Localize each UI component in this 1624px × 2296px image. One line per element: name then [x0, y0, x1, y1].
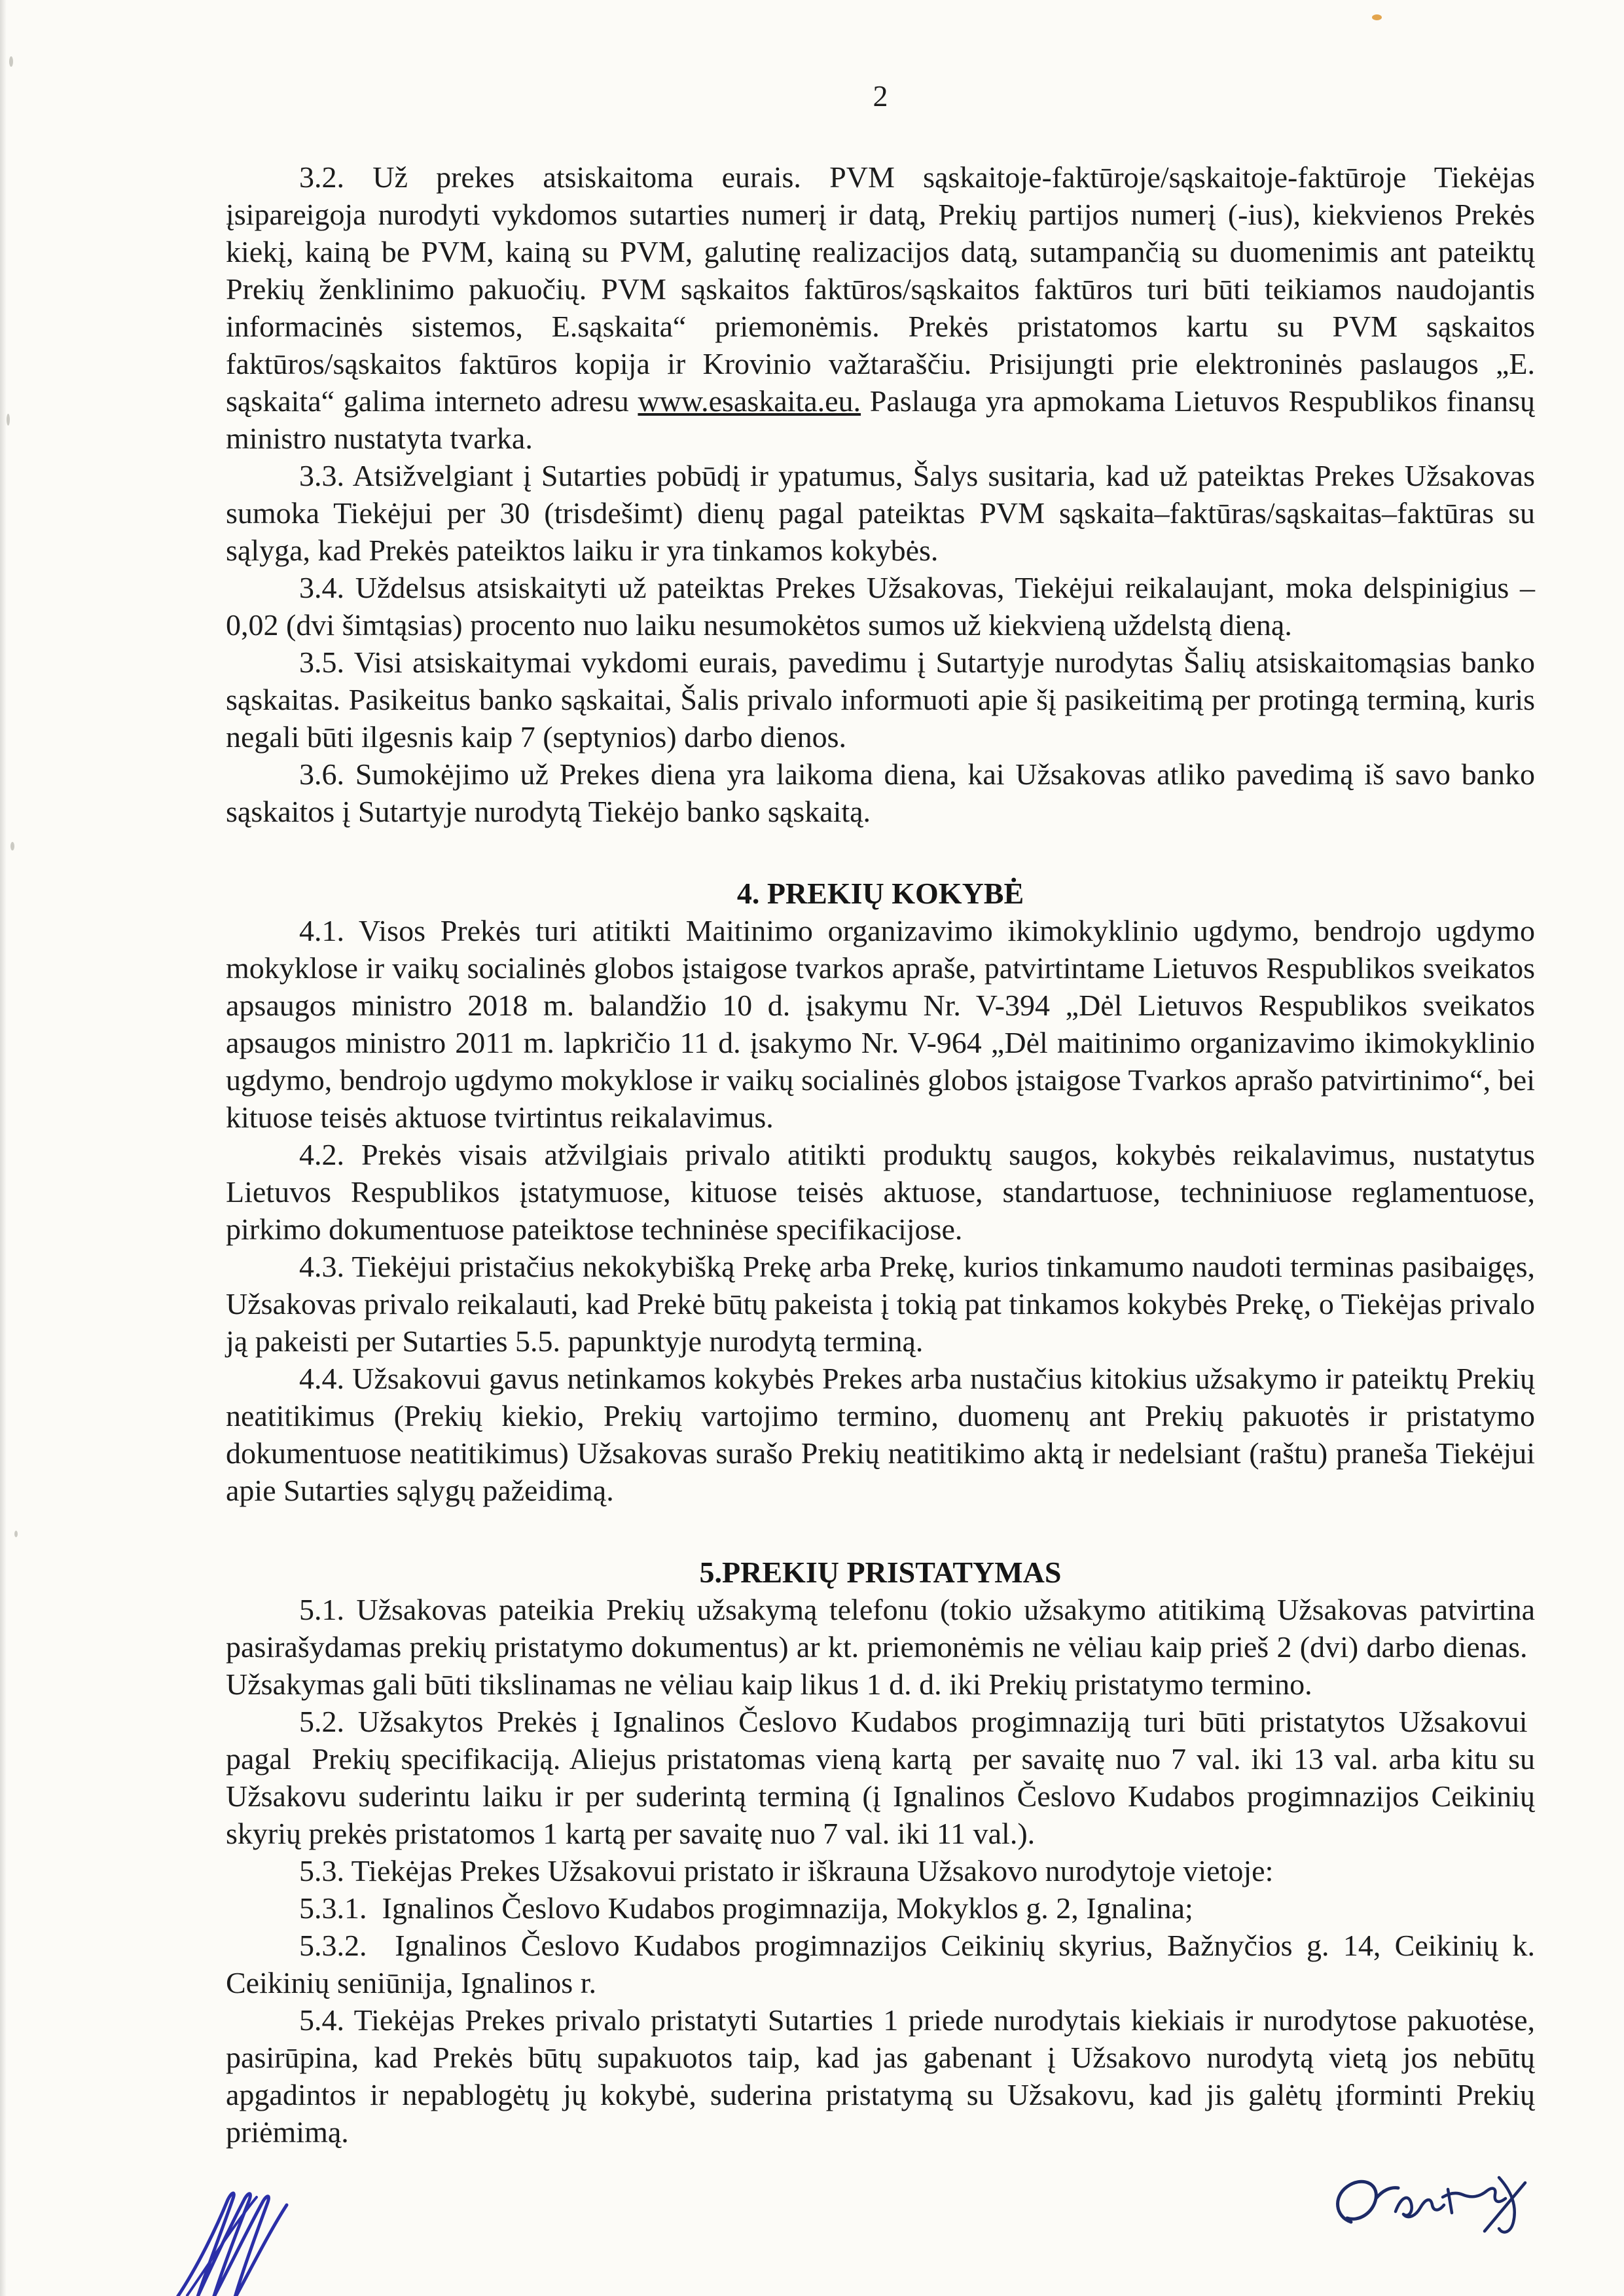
signature-right: [1327, 2171, 1543, 2243]
page-number: 2: [873, 79, 888, 113]
paragraph-5-3-1: 5.3.1. Ignalinos Česlovo Kudabos progimnazija, Mokyklos g. 2, Ignalina;: [299, 1891, 1193, 1925]
signature-left-stroke: [177, 2193, 287, 2296]
paragraph-4-3: 4.3. Tiekėjui pristačius nekokybišką Prekę arba Prekę, kurios tinkamumo naudoti terminas pasibaigęs, Užsakovas privalo reikalauti, kad Prekė būtų pakeista į tokią pat tinkamos kokybės Prekę, o Tiekėjas privalo ją pakeisti per Sutarties 5.5. papunktyje nurodytą terminą.: [226, 1250, 1535, 1358]
scan-speck: [7, 414, 10, 426]
paragraph-4-4: 4.4. Užsakovui gavus netinkamos kokybės Prekes arba nustačius kitokius užsakymo ir pateiktų Prekių neatitikimus (Prekių kiekio, Prekių vartojimo termino, duomenų ant Prekių pakuotės ir pristatymo dokumentuose neatitikimus) Užsakovas surašo Prekių neatitikimo aktą ir nedelsiant (raštu) praneša Tiekėjui apie Sutarties sąlygų pažeidimą.: [226, 1362, 1535, 1507]
paragraph-5-3: 5.3. Tiekėjas Prekes Užsakovui pristato ir iškrauna Užsakovo nurodytoje vietoje:: [299, 1854, 1274, 1887]
section-heading-delivery: 5.PREKIŲ PRISTATYMAS: [699, 1556, 1062, 1589]
scan-speck: [14, 1531, 18, 1537]
paragraph-5-1: 5.1. Užsakovas pateikia Prekių užsakymą telefonu (tokio užsakymo atitikimą Užsakovas patvirtina pasirašydamas prekių pristatymo dokumentus) ar kt. priemonėmis ne vėliau kaip prieš 2 (dvi) darbo dienas. Užsakymas gali būti tikslinamas ne vėliau kaip likus 1 d. d. iki Prekių pristatymo termino.: [226, 1593, 1535, 1701]
scan-edge-shadow: [0, 0, 7, 2296]
paragraph-4-1: 4.1. Visos Prekės turi atitikti Maitinimo organizavimo ikimokyklinio ugdymo, bendrojo ugdymo mokyklose ir vaikų socialinės globos įstaigose tvarkos apraše, patvirtintame Lietuvos Respublikos sveikatos apsaugos ministro 2018 m. balandžio 10 d. įsakymu Nr. V-394 „Dėl Lietuvos Respublikos sveikatos apsaugos ministro 2011 m. lapkričio 11 d. įsakymo Nr. V-964 „Dėl maitinimo organizavimo ikimokyklinio ugdymo, bendrojo ugdymo mokyklose ir vaikų socialinės globos įstaigose Tvarkos aprašo patvirtinimo“, bei kituose teisės aktuose tvirtintus reikalavimus.: [226, 914, 1535, 1134]
paragraph-3-4: 3.4. Uždelsus atsiskaityti už pateiktas Prekes Užsakovas, Tiekėjui reikalaujant, moka delspinigius – 0,02 (dvi šimtąsias) procento nuo laiku nesumokėtos sumos už kiekvieną uždelstą dieną.: [226, 571, 1535, 642]
paragraph-5-4: 5.4. Tiekėjas Prekes privalo pristatyti Sutarties 1 priede nurodytais kiekiais ir nurodytose pakuotėse, pasirūpina, kad Prekės būtų supakuotos taip, kad jas gabenant į Užsakovo nurodytą vietą jos nebūtų apgadintos ir nepablogėtų jų kokybė, suderina pristatymą su Užsakovu, kad jis galėtų įforminti Prekių priėmimą.: [226, 2003, 1535, 2149]
page-content: [226, 77, 1535, 2151]
paragraph-5-3-2: 5.3.2. Ignalinos Česlovo Kudabos progimnazijos Ceikinių skyrius, Bažnyčios g. 14, Ceikinių k. Ceikinių seniūnija, Ignalinos r.: [226, 1929, 1535, 1999]
esaskaita-link[interactable]: www.esaskaita.eu.: [638, 384, 861, 418]
paragraph-3-2-text: 3.2. Už prekes atsiskaitoma eurais. PVM sąskaitoje-faktūroje/sąskaitoje-faktūroje Tiekėjas įsipareigoja nurodyti vykdomos sutarties numerį ir datą, Prekių partijos numerį (-ius), kiekvienos Prekės kiekį, kainą be PVM, kainą su PVM, galutinę realizacijos datą, sutampančią su duomenimis ant pateiktų Prekių ženklinimo pakuočių. PVM sąskaitos faktūros/sąskaitos faktūros turi būti teikiamos naudojantis informacinės sistemos, E.sąskaita“ priemonėmis. Prekės pristatomos kartu su PVM sąskaitos faktūros/sąskaitos faktūros kopija ir Krovinio važtaraščiu. Prisijungti prie elektroninės paslaugos „E. sąskaita“ galima interneto adresu: [226, 160, 1535, 418]
section-heading-quality: 4. PREKIŲ KOKYBĖ: [736, 877, 1024, 910]
paragraph-3-2-text-after: Paslauga yra apmokama Lietuvos Respublikos finansų ministro nustatyta tvarka.: [226, 384, 1535, 455]
scan-speck: [9, 56, 13, 67]
paragraph-3-3: 3.3. Atsižvelgiant į Sutarties pobūdį ir ypatumus, Šalys susitaria, kad už pateiktas Prekes Užsakovas sumoka Tiekėjui per 30 (trisdešimt) dienų pagal pateiktas PVM sąskaita–faktūras/sąskaitas–faktūras su sąlyga, kad Prekės pateiktos laiku ir yra tinkamos kokybės.: [226, 459, 1535, 567]
paragraph-4-2: 4.2. Prekės visais atžvilgiais privalo atitikti produktų saugos, kokybės reikalavimus, nustatytus Lietuvos Respublikos įstatymuose, kituose teisės aktuose, standartuose, techniniuose reglamentuose, pirkimo dokumentuose pateiktose techninėse specifikacijose.: [226, 1138, 1535, 1246]
signature-right-stroke: [1338, 2181, 1398, 2222]
paragraph-3-5: 3.5. Visi atsiskaitymai vykdomi eurais, pavedimu į Sutartyje nurodytas Šalių atsiskaitomąsias banko sąskaitas. Pasikeitus banko sąskaitai, Šalis privalo informuoti apie šį pasikeitimą per protingą terminą, kuris negali būti ilgesnis kaip 7 (septynios) darbo dienos.: [226, 646, 1535, 754]
signature-left-stroke: [187, 2197, 257, 2295]
scan-speck-orange: [1372, 14, 1382, 20]
paragraph-3-6: 3.6. Sumokėjimo už Prekes diena yra laikoma diena, kai Užsakovas atliko pavedimą iš savo banko sąskaitos į Sutartyje nurodytą Tiekėjo banko sąskaitą.: [226, 757, 1535, 828]
paragraph-5-2: 5.2. Užsakytos Prekės į Ignalinos Česlovo Kudabos progimnaziją turi būti pristatytos Užsakovui pagal Prekių specifikaciją. Aliejus pristatomas vieną kartą per savaitę nuo 7 val. iki 13 val. arba kitu su Užsakovu suderintu laiku ir per suderintą terminą (į Ignalinos Česlovo Kudabos progimnazijos Ceikinių skyrių prekės pristatomos 1 kartą per savaitę nuo 7 val. iki 11 val.).: [226, 1705, 1535, 1850]
signature-right-stroke: [1396, 2189, 1506, 2217]
signature-left: [165, 2188, 316, 2296]
signature-right-stroke: [1485, 2178, 1525, 2232]
paragraph-3-2: [226, 158, 1535, 457]
scan-speck: [10, 842, 14, 850]
